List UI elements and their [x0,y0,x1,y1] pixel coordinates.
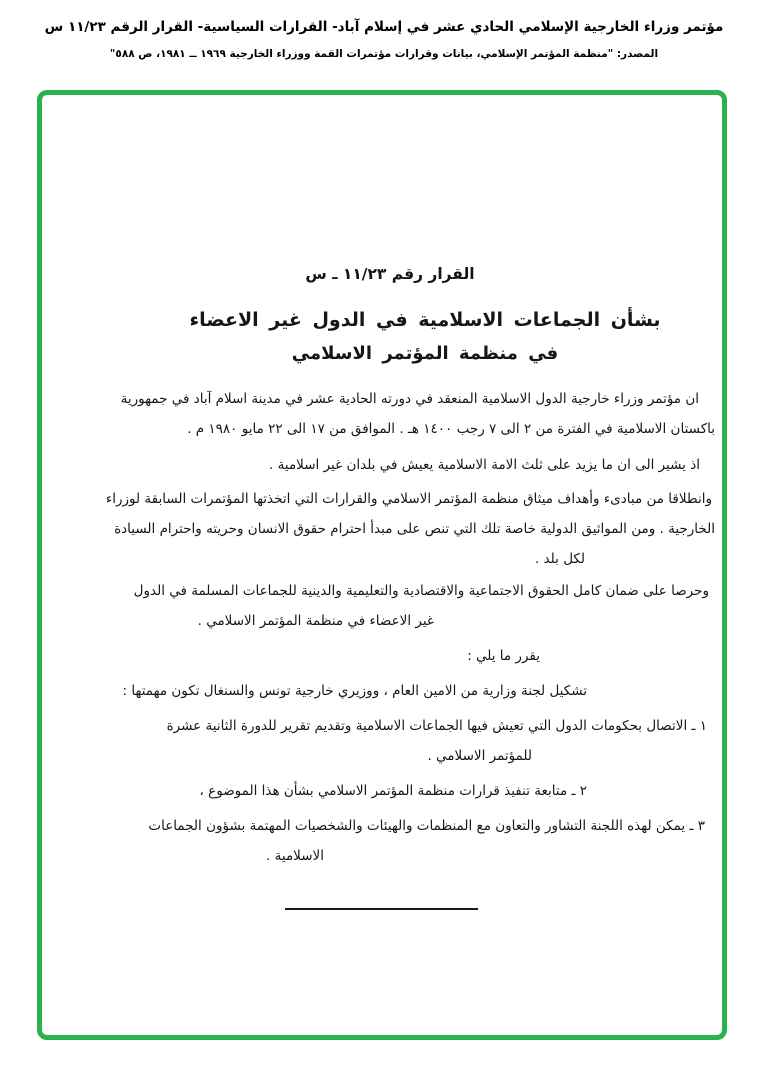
paragraph-line: الخارجية . ومن المواثيق الدولية خاصة تلك التي تنص على مبدأ احترام حقوق الانسان وحريته واحترام السيادة [114,521,715,537]
document-body [65,90,715,910]
header-citation-line: مؤتمر وزراء الخارجية الإسلامي الحادي عشر في إسلام آباد- القرارات السياسية- القرار الرقم ١١/٢٣ س [44,19,724,35]
paragraph-line: للمؤتمر الاسلامي . [427,748,532,764]
paragraph-line: ٣ ـ يمكن لهذه اللجنة التشاور والتعاون مع المنظمات والهيئات والشخصيات المهتمة بشؤون الجماعات [148,818,705,834]
paragraph-line: باكستان الاسلامية في الفترة من ٢ الى ٧ رجب ١٤٠٠ هـ . الموافق من ١٧ الى ٢٢ مايو ١٩٨٠ م . [187,421,715,437]
paragraph-preamble-session [65,384,715,444]
paragraph-charter-principles [65,484,715,574]
paragraph-line: اذ يشير الى ان ما يزيد على ثلث الامة الاسلامية يعيش في بلدان غير اسلامية . [269,457,700,473]
list-item-3 [65,811,715,871]
paragraph-line: وانطلاقا من مبادىء وأهداف ميثاق منظمة المؤتمر الاسلامي والقرارات التي اتخذتها المؤتمرات السابقة لوزراء [105,491,712,507]
list-item-1 [65,711,715,771]
footnote-rule [285,908,478,910]
paragraph-line: يقرر ما يلي : [467,648,540,664]
paragraph-line: ٢ ـ متابعة تنفيذ قرارات منظمة المؤتمر الاسلامي بشأن هذا الموضوع ، [199,783,587,799]
paragraph-decides [65,641,715,671]
paragraph-rights-guarantee [65,576,715,636]
paragraph-line: تشكيل لجنة وزارية من الامين العام ، ووزيري خارجية تونس والسنغال تكون مهمتها : [122,683,587,699]
resolution-subject-title: بشأن الجماعات الاسلامية في الدول غير الاعضاء [189,309,661,331]
paragraph-line: غير الاعضاء في منظمة المؤتمر الاسلامي . [197,613,434,629]
paragraph-committee-formation [65,676,715,706]
paragraph-line: وحرصا على ضمان كامل الحقوق الاجتماعية والاقتصادية والتعليمية والدينية للجماعات المسلمة في الدول [133,583,709,599]
paragraph-line: ان مؤتمر وزراء خارجية الدول الاسلامية المنعقد في دورته الحادية عشر في مدينة اسلام آباد في جمهورية [120,391,699,407]
list-item-2 [65,776,715,806]
header-source-line: المصدر: "منظمة المؤتمر الإسلامي، بيانات وقرارات مؤتمرات القمة ووزراء الخارجية ١٩٦٩ ــ ١٩٨١، ص ٥٨٨" [109,48,659,60]
paragraph-line: الاسلامية . [266,848,324,864]
resolution-subject-subtitle: في منظمة المؤتمر الاسلامي [291,343,559,364]
paragraph-line: ١ ـ الاتصال بحكومات الدول التي تعيش فيها الجماعات الاسلامية وتقديم تقرير للدورة الثانية عشرة [166,718,707,734]
resolution-number-title: القرار رقم ١١/٢٣ ـ س [305,265,475,283]
paragraph-noting-third-of-ummah [65,450,715,480]
paragraph-line: لكل بلد . [535,551,585,567]
